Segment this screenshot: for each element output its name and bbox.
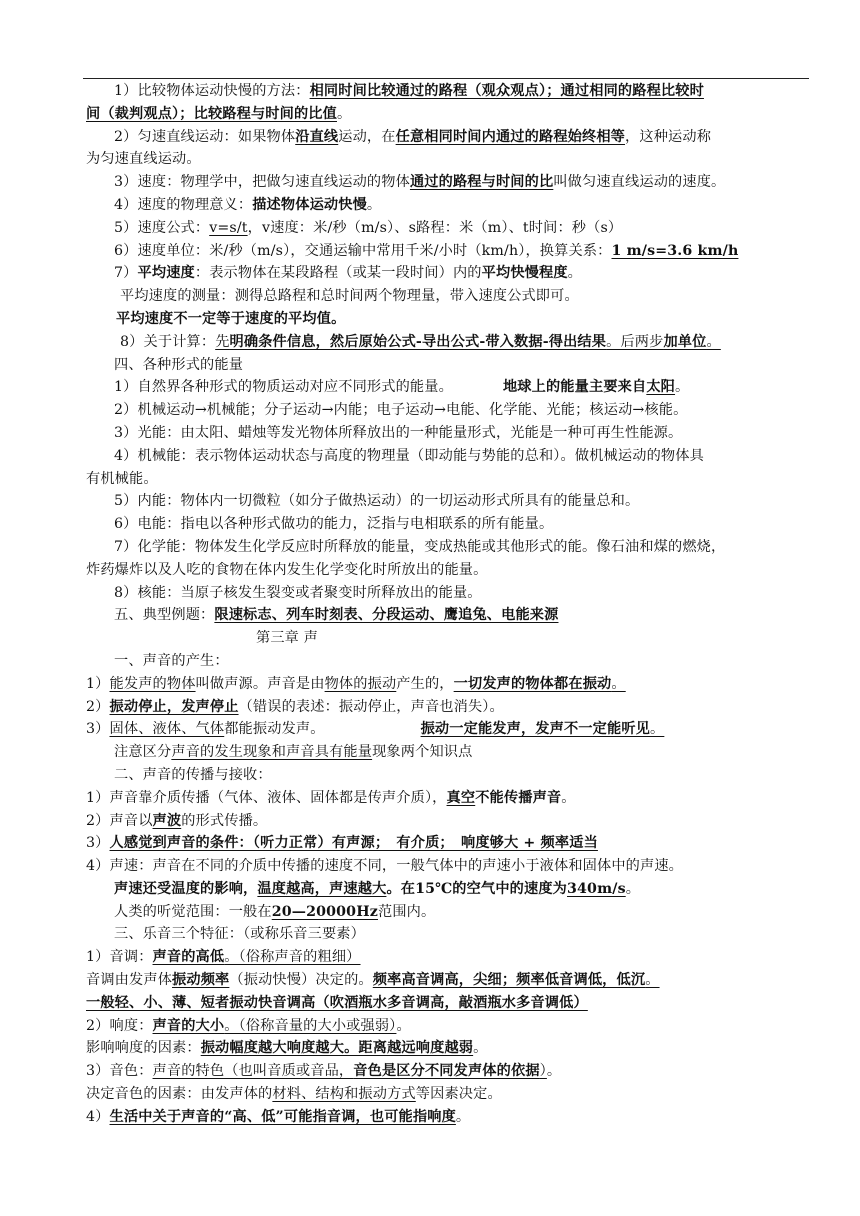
text-run: 3）光能：由太阳、蜡烛等发光物体所释放出的一种能量形式，光能是一种可再生性能源。	[114, 424, 683, 441]
text-line	[84, 331, 808, 354]
text-line	[84, 468, 808, 491]
text-line	[84, 696, 808, 719]
text-line	[84, 741, 808, 764]
text-run: 先	[215, 333, 230, 350]
text-run: 沿直线	[295, 128, 339, 145]
text-run: 4）机械能：表示物体运动状态与高度的物理量（即动能与势能的总和）。做机械运动的物体具	[114, 447, 704, 464]
text-run: 7）化学能：物体发生化学反应时所释放的能量，变成热能或其他形式的能。像石油和煤的燃烧，	[114, 538, 726, 555]
text-run: 2）响度：	[86, 1017, 153, 1034]
text-run: 8）核能：当原子核发生裂变或者聚变时所释放出的能量。	[114, 584, 482, 601]
text-line	[84, 901, 808, 924]
text-run: 地球上的能量主要来自	[502, 379, 647, 396]
text-run: 人类的听觉范围：一般在	[114, 903, 272, 920]
text-run: 平均速度	[137, 265, 195, 282]
text-line	[84, 810, 808, 833]
text-line	[84, 1106, 808, 1129]
text-line	[84, 80, 808, 103]
text-run: 2）机械运动→机械能；分子运动→内能；电子运动→电能、化学能、光能；核运动→核能。	[114, 402, 688, 419]
text-run: 一切发声的物体都在振动	[453, 675, 612, 692]
text-run: 。在15℃的空气中的速度为	[386, 880, 568, 897]
text-run: 。	[473, 1040, 488, 1057]
text-run: v=s/t	[209, 219, 248, 236]
text-run: 叫做匀速直线运动的速度。	[553, 174, 726, 191]
text-run: 3）音色：	[86, 1063, 153, 1080]
text-run: 3）	[86, 835, 110, 852]
text-run: 真空	[446, 789, 476, 806]
text-line	[84, 217, 808, 240]
text-run: 4）	[86, 1108, 110, 1125]
text-run: 1）音调：	[86, 949, 153, 966]
text-line	[84, 490, 808, 513]
text-run: 2）	[86, 698, 110, 715]
text-line	[84, 787, 808, 810]
text-line	[84, 240, 808, 263]
text-line	[84, 673, 808, 696]
text-run: ，v速度：米/秒（m/s）、s路程：米（m）、t时间：秒（s）	[247, 219, 623, 236]
text-line	[84, 650, 808, 673]
text-line	[84, 536, 808, 559]
text-run: 4）声速：声音在不同的介质中传播的速度不同，一般气体中的声速小于液体和固体中的声速。	[86, 858, 684, 875]
text-run: 五、典型例题：	[114, 607, 215, 624]
text-run: 。	[706, 333, 721, 350]
text-run: 加单位	[663, 333, 707, 350]
text-run: 振动停止，发声停止	[109, 698, 239, 715]
text-run: 炸药爆炸以及人吃的食物在体内发生化学变化时所放出的能量。	[86, 561, 488, 578]
text-run: 2）声音以	[86, 812, 153, 829]
text-run: 8）关于计算：	[120, 333, 216, 350]
text-run: 。	[336, 105, 352, 122]
text-run: 相同时间比较通过的路程（观众观点）；通过相同的路程比较时	[309, 83, 704, 99]
text-run: 能发声的物体	[109, 675, 196, 692]
text-line	[84, 194, 808, 217]
text-line	[84, 1037, 808, 1060]
text-run: 。（俗称声音的粗细）	[224, 949, 361, 966]
text-run: 6）速度单位：米/秒（m/s），交通运输中常用千米/小时（km/h），换算关系：	[114, 242, 612, 259]
text-run: 限速标志、列车时刻表、分段运动、鹰追兔、电能来源	[214, 607, 559, 624]
text-line	[84, 855, 808, 878]
text-line	[84, 969, 808, 992]
text-line	[84, 126, 808, 149]
text-line	[84, 171, 808, 194]
text-run: 6）电能：指电以各种形式做功的能力，泛指与电相联系的所有能量。	[114, 516, 554, 533]
text-line	[84, 376, 808, 399]
text-run: 音色是区分不同发声体的依据	[353, 1063, 540, 1080]
text-line	[84, 103, 808, 126]
text-run: 四、各种形式的能量	[114, 356, 244, 373]
text-run: 5）内能：物体内一切微粒（如分子做热运动）的一切运动形式所具有的能量总和。	[114, 493, 640, 510]
text-run: 产生的，	[396, 675, 454, 692]
text-run: 二、声音的传播与接收：	[114, 766, 272, 783]
text-run: 。（俗称音量的大小或强弱）	[224, 1017, 397, 1034]
text-run: 。	[567, 265, 583, 282]
text-run: 3）	[86, 721, 110, 738]
text-run: 决定音色的因素：由发声体的	[86, 1086, 273, 1103]
text-run: 声音的发生现象和声音具有能量	[171, 744, 373, 761]
text-run: 1）自然界各种形式的物质运动对应不同形式的能量。	[114, 379, 453, 396]
text-run: 1）	[86, 675, 110, 692]
text-run: 音调由发声体	[86, 972, 173, 989]
text-run: 通过的路程与时间的比	[409, 174, 554, 191]
text-line	[84, 262, 808, 285]
text-run: 振动幅度越大响度越大。距离越远响度越弱	[200, 1040, 474, 1057]
text-run: ，这种运动称	[625, 128, 712, 145]
text-line	[84, 422, 808, 445]
text-line	[84, 354, 808, 377]
text-run: 太阳	[646, 379, 676, 396]
text-line	[84, 1060, 808, 1083]
text-run: 。	[366, 196, 382, 213]
text-run: 影响响度的因素：	[86, 1040, 201, 1057]
text-run: 1）比较物体运动快慢的方法：	[114, 83, 310, 99]
text-run: 声速还受温度的影响，	[114, 880, 258, 897]
text-run: 现象两个知识点	[372, 744, 473, 761]
text-run: 。	[546, 1063, 562, 1080]
text-run: （振动快慢）决定的。	[229, 972, 373, 989]
text-run: 三、乐音三个特征：（或称乐音三要素）	[114, 926, 365, 943]
text-run: （错误的表述：振动停止，声音也消失）。	[238, 698, 504, 715]
text-run: 声音的特色（也叫音质或音品，	[152, 1063, 354, 1080]
text-run: 平均快慢程度	[481, 265, 568, 282]
text-run: 频率高音调高，尖细；频率低音调低，低沉	[372, 972, 646, 989]
text-line	[84, 923, 808, 946]
text-run: 间（裁判观点）；比较路程与时间的比值	[86, 105, 337, 122]
text-line	[84, 878, 808, 901]
text-run: 材料、结构和振动方式	[272, 1086, 416, 1103]
text-run: 任意相同时间内通过的路程始终相等	[395, 128, 626, 145]
text-run: 。	[650, 721, 665, 738]
text-run: 不能传播声音	[475, 789, 562, 806]
text-line	[84, 832, 808, 855]
text-run: 。	[455, 1108, 471, 1125]
text-run: 声音的高低	[152, 949, 225, 966]
text-line	[84, 445, 808, 468]
text-run: 平均速度的测量：测得总路程和总时间两个物理量，带入速度公式即可。	[120, 288, 579, 305]
text-run: ）	[539, 1063, 547, 1080]
text-line	[84, 559, 808, 582]
text-line	[84, 764, 808, 787]
text-line	[84, 604, 808, 627]
text-run: 声波	[152, 812, 182, 829]
text-run: 声音的大小	[152, 1017, 225, 1034]
text-line	[84, 513, 808, 536]
text-run: 340m/s	[567, 880, 626, 897]
text-run: 7）	[114, 265, 138, 282]
text-run: 振动频率	[172, 972, 230, 989]
text-line	[84, 148, 808, 171]
text-run: 。后两步	[606, 333, 664, 350]
text-run: 1 m/s=3.6 km/h	[611, 242, 739, 259]
text-line	[84, 399, 808, 422]
text-run: 。	[396, 1017, 411, 1034]
text-run: 等因素决定。	[415, 1086, 502, 1103]
text-line	[84, 946, 808, 969]
text-run: 有机械能。	[86, 470, 158, 487]
text-line	[84, 285, 808, 308]
text-line	[84, 1015, 808, 1038]
text-run: 4）速度的物理意义：	[114, 196, 253, 213]
text-run: 。	[645, 972, 660, 989]
text-run: 都能振动发声。	[224, 721, 325, 738]
text-run: 一般轻、小、薄、短者振动快音调高（吹酒瓶水多音调高，敲酒瓶水多音调低）	[86, 994, 588, 1011]
text-run: 描述物体运动快慢	[252, 196, 367, 213]
text-run: 注意区分	[114, 744, 172, 761]
text-run: 3）速度：物理学中，把做匀速直线运动的物体	[114, 174, 410, 191]
text-run: 。	[675, 379, 690, 396]
text-run: 。	[625, 880, 641, 897]
text-run: 生活中关于声音的“高、低”可能指音调，也可能指响度	[109, 1108, 456, 1125]
text-run: 1）声音靠介质传播（气体、液体、固体都是传声介质），	[86, 789, 447, 806]
text-run: 为匀速直线运动。	[86, 151, 201, 168]
text-run: 运动，在	[338, 128, 396, 145]
text-run: 物体的振动	[324, 675, 397, 692]
chapter-title	[84, 627, 808, 650]
text-run: 明确条件信息，然后原始公式-导出公式-带入数据-得出结果	[229, 333, 607, 350]
text-line	[84, 992, 808, 1015]
document-body	[84, 80, 808, 1129]
text-run: ：表示物体在某段路程（或某一段时间）内的	[194, 265, 482, 282]
text-run: 20—20000Hz	[271, 903, 378, 920]
top-rule	[83, 78, 809, 79]
text-run: 。	[561, 789, 576, 806]
text-line	[84, 582, 808, 605]
text-run: 的形式传播。	[181, 812, 268, 829]
text-line	[84, 718, 808, 741]
text-run: 范围内。	[377, 903, 436, 920]
text-run: 第三章 声	[256, 630, 319, 647]
text-run: 人感觉到声音的条件：（听力正常）有声源； 有介质； 响度够大 + 频率适当	[109, 835, 598, 852]
text-run: 平均速度不一定等于速度的平均值。	[116, 310, 346, 327]
text-line	[84, 308, 808, 331]
text-run: 2）匀速直线运动：如果物体	[114, 128, 296, 145]
text-run: 一、声音的产生：	[114, 652, 229, 669]
text-run: 。	[611, 675, 626, 692]
text-run: 固体、液体、气体	[109, 721, 225, 738]
text-run: 温度越高，声速越大	[257, 880, 387, 897]
text-run: 振动一定能发声，发声不一定能听见	[420, 721, 650, 738]
text-run: 叫做声源。声音是由	[195, 675, 325, 692]
text-line	[84, 1083, 808, 1106]
text-run: 5）速度公式：	[114, 219, 210, 236]
